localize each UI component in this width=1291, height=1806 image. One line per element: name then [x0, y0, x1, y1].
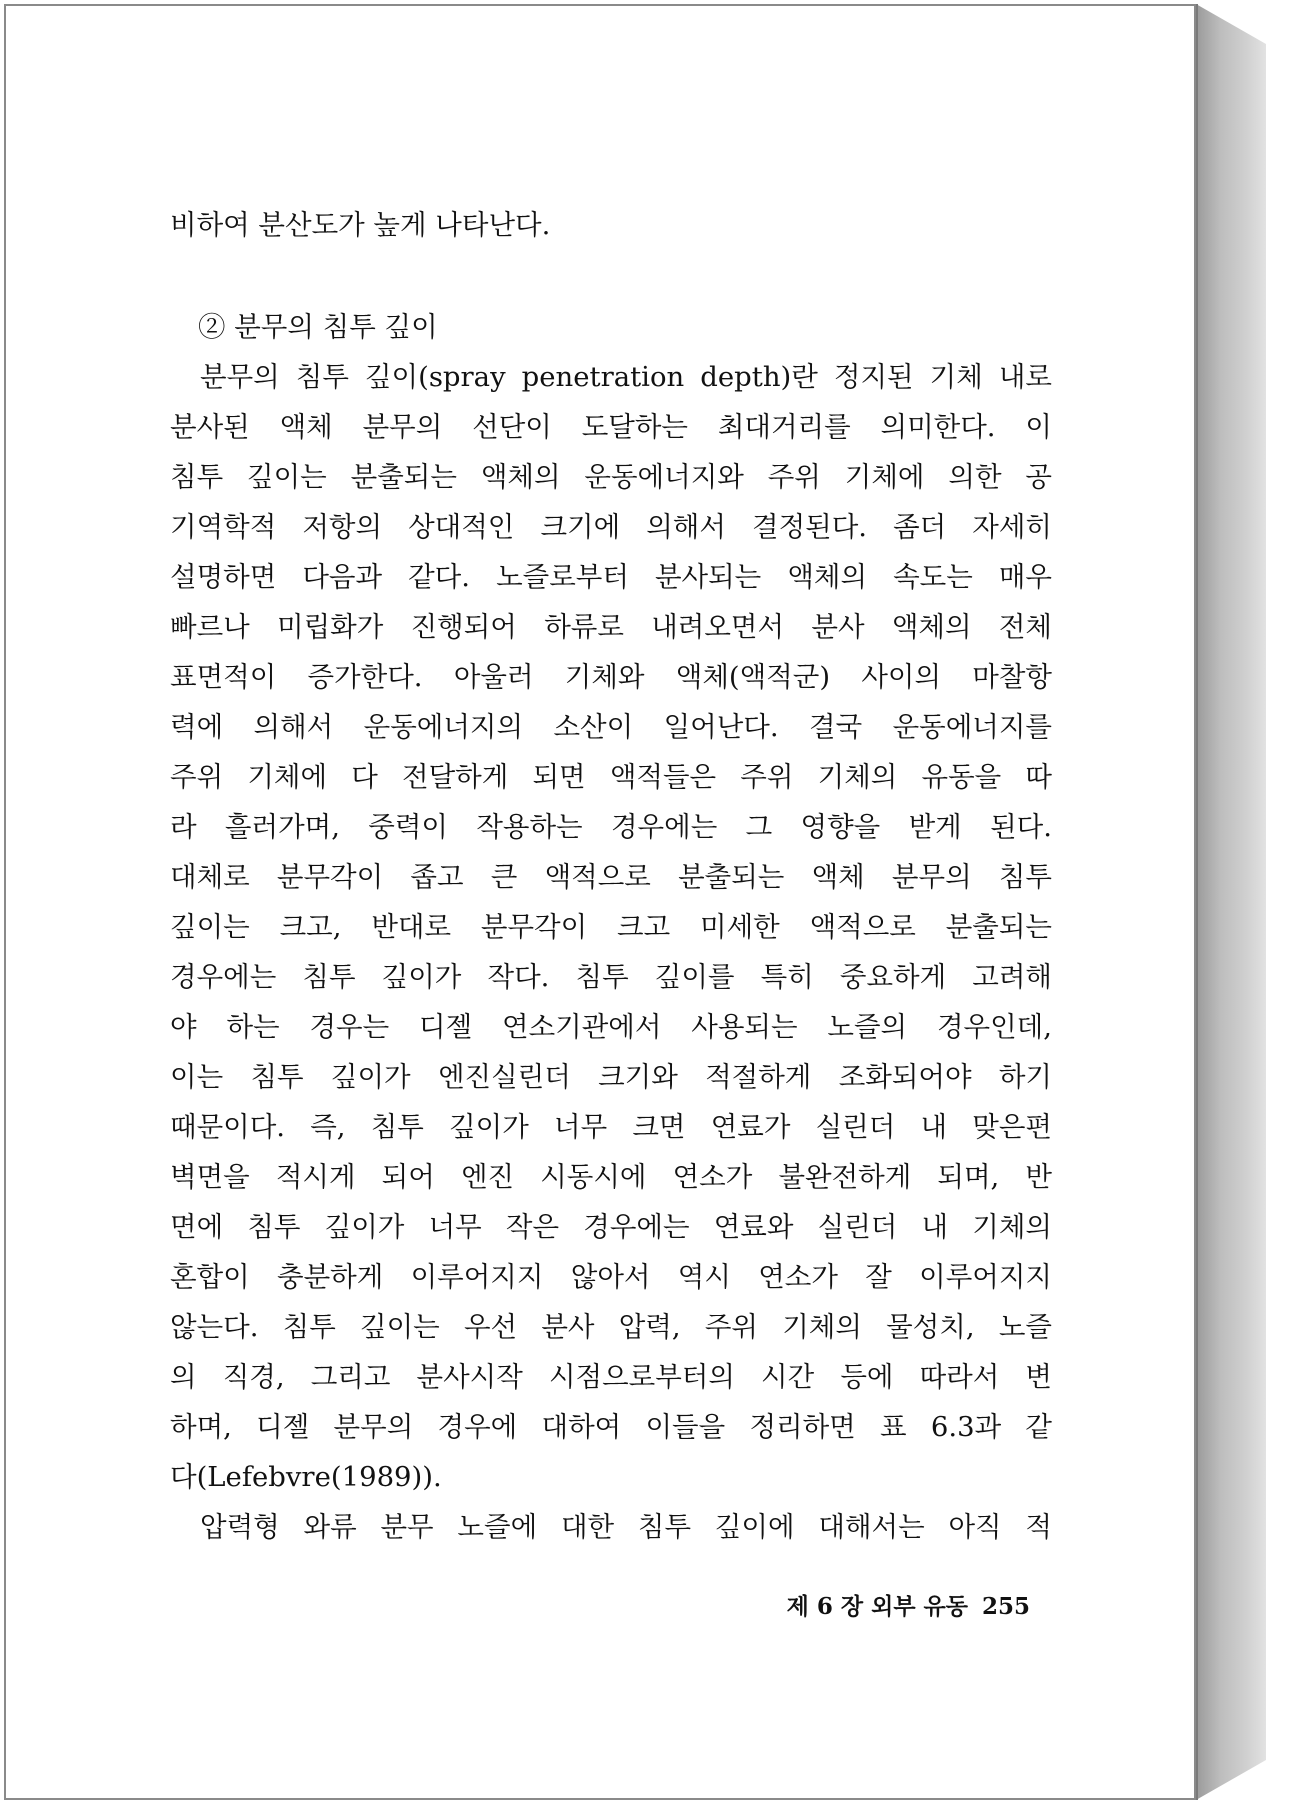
body-line: 때문이다. 즉, 침투 깊이가 너무 크면 연료가 실린더 내 맞은편: [170, 1111, 1052, 1143]
body-line: 력에 의해서 운동에너지의 소산이 일어난다. 결국 운동에너지를: [170, 711, 1052, 743]
body-line: 혼합이 충분하게 이루어지지 않아서 역시 연소가 잘 이루어지지: [170, 1261, 1052, 1293]
body-line: 야 하는 경우는 디젤 연소기관에서 사용되는 노즐의 경우인데,: [170, 1011, 1052, 1043]
body-line-first: 비하여 분산도가 높게 나타난다.: [170, 209, 551, 241]
paragraph-1: [170, 352, 1052, 1502]
paragraph-2-line: 압력형 와류 분무 노즐에 대한 침투 깊이에 대해서는 아직 적: [200, 1511, 1052, 1543]
paragraph-gap: [170, 250, 1052, 302]
body-line: 분무의 침투 깊이(spray penetration depth)란 정지된 기체 내로: [200, 361, 1052, 393]
body-line: 않는다. 침투 깊이는 우선 분사 압력, 주위 기체의 물성치, 노즐: [170, 1311, 1052, 1343]
body-line: 분사된 액체 분무의 선단이 도달하는 최대거리를 의미한다. 이: [170, 411, 1052, 443]
body-line: 표면적이 증가한다. 아울러 기체와 액체(액적군) 사이의 마찰항: [170, 661, 1052, 693]
body-line: 침투 깊이는 분출되는 액체의 운동에너지와 주위 기체에 의한 공: [170, 461, 1052, 493]
body-line: 면에 침투 깊이가 너무 작은 경우에는 연료와 실린더 내 기체의: [170, 1211, 1052, 1243]
page-footer: [740, 1588, 1030, 1621]
body-line: 깊이는 크고, 반대로 분무각이 크고 미세한 액적으로 분출되는: [170, 911, 1052, 943]
section-heading: ② 분무의 침투 깊이: [198, 311, 438, 343]
body-line: 하며, 디젤 분무의 경우에 대하여 이들을 정리하면 표 6.3과 같: [170, 1411, 1052, 1443]
body-line: 설명하면 다음과 같다. 노즐로부터 분사되는 액체의 속도는 매우: [170, 561, 1052, 593]
page-number: 255: [981, 1593, 1030, 1620]
chapter-title: 제 6 장 외부 유동: [786, 1593, 968, 1620]
page-body: [170, 200, 1052, 1552]
body-line: 의 직경, 그리고 분사시작 시점으로부터의 시간 등에 따라서 변: [170, 1361, 1052, 1393]
page-edge-line: [1196, 4, 1198, 1800]
body-line: 대체로 분무각이 좁고 큰 액적으로 분출되는 액체 분무의 침투: [170, 861, 1052, 893]
body-line: 다(Lefebvre(1989)).: [170, 1461, 442, 1493]
body-line: 주위 기체에 다 전달하게 되면 액적들은 주위 기체의 유동을 따: [170, 761, 1052, 793]
page-edge: [1196, 4, 1266, 1800]
body-line: 기역학적 저항의 상대적인 크기에 의해서 결정된다. 좀더 자세히: [170, 511, 1052, 543]
body-line: 벽면을 적시게 되어 엔진 시동시에 연소가 불완전하게 되며, 반: [170, 1161, 1052, 1193]
body-line: 라 흘러가며, 중력이 작용하는 경우에는 그 영향을 받게 된다.: [170, 811, 1052, 843]
body-line: 경우에는 침투 깊이가 작다. 침투 깊이를 특히 중요하게 고려해: [170, 961, 1052, 993]
body-line: 이는 침투 깊이가 엔진실린더 크기와 적절하게 조화되어야 하기: [170, 1061, 1052, 1093]
body-line: 빠르나 미립화가 진행되어 하류로 내려오면서 분사 액체의 전체: [170, 611, 1052, 643]
